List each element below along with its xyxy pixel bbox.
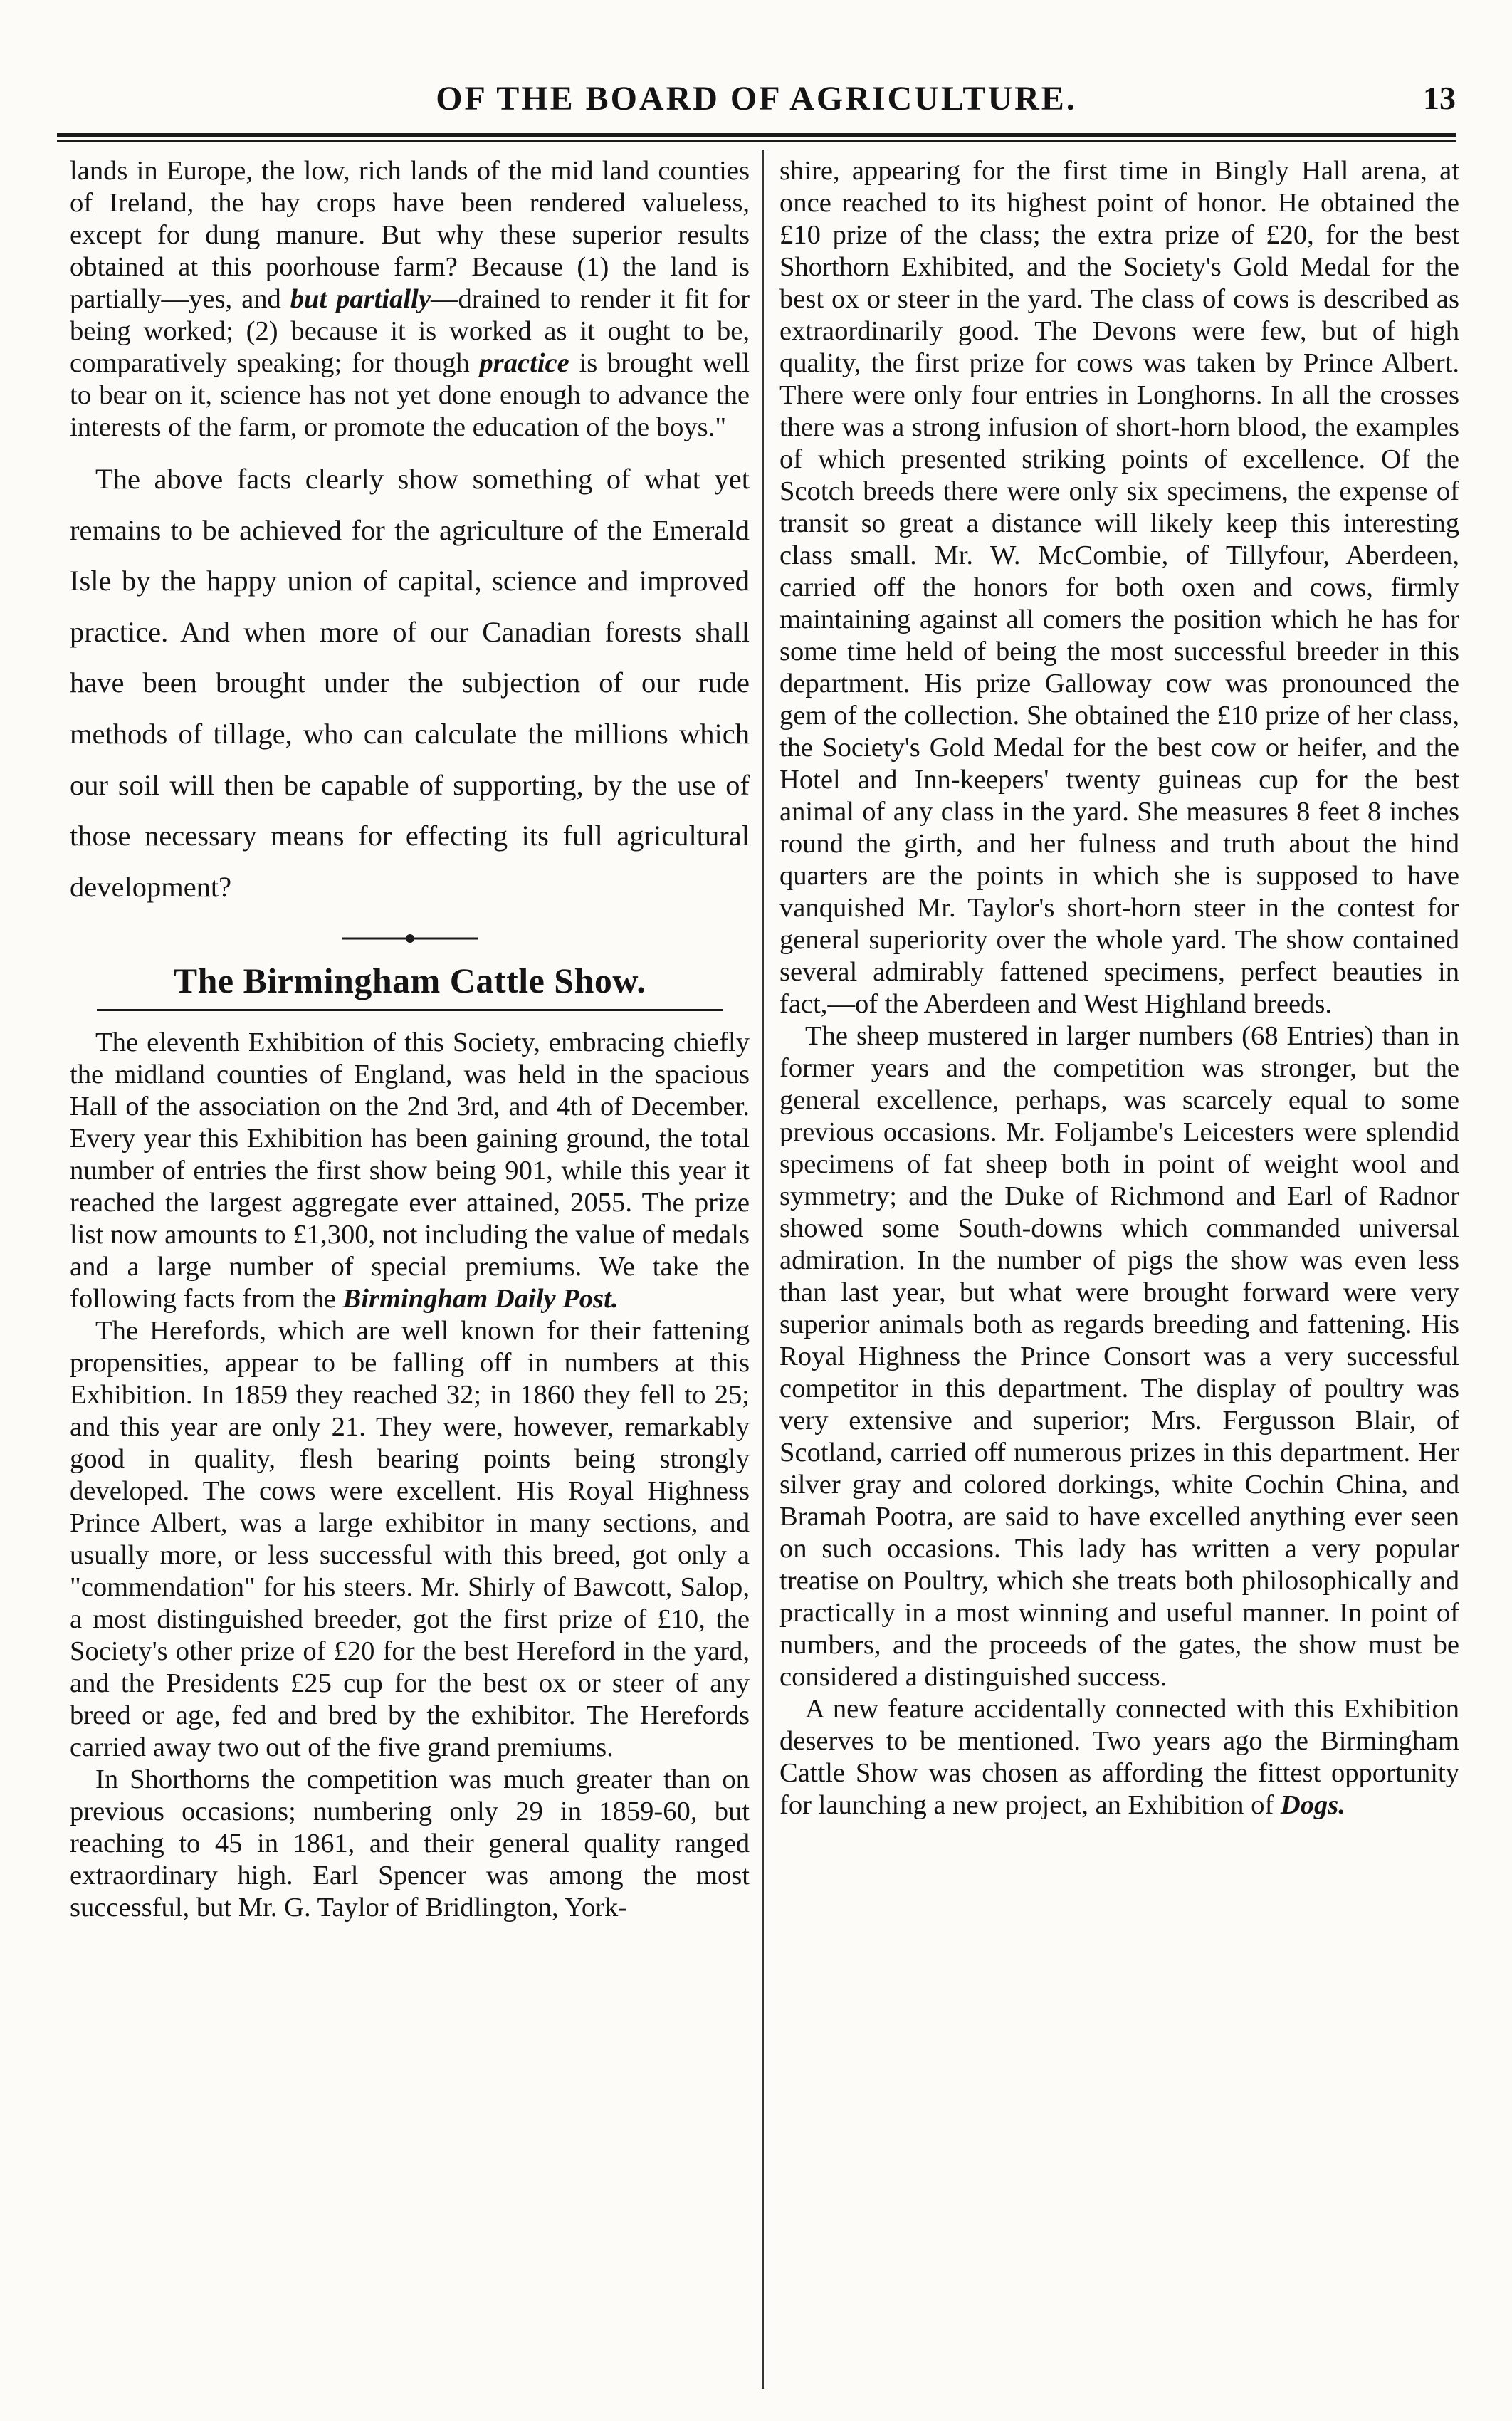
right-column — [779, 155, 1459, 1821]
section-title-text: The Birmingham Cattle Show. — [173, 961, 646, 1001]
paragraph: shire, appearing for the first time in Bingly Hall arena, at once reached to its highest point of honor. He obtained the £10 prize of the class; the extra prize of £20, for the best Shorthorn Exhibited, and the Society's Gold Medal for the best ox or steer in the yard. The class of cows is described as extraordinarily good. The Devons were few, but of high quality, the first prize for cows was taken by Prince Albert. There were only four entries in Longhorns. In all the crosses there was a strong infusion of short-horn blood, the examples of which presented striking points of excellence. Of the Scotch breeds there were only six specimens, the expense of transit so great a distance will likely keep this interesting class small. Mr. W. McCombie, of Tillyfour, Aberdeen, carried off the honors for both oxen and cows, firmly maintaining against all comers the position which he has for some time held of being the most successful breeder in this department. His prize Galloway cow was pronounced the gem of the collection. She obtained the £10 prize of her class, the Society's Gold Medal for the best cow or heifer, and the Hotel and Inn-keepers' twenty guineas cup for the best animal of any class in the yard. She measures 8 feet 8 inches round the girth, and her fulness and truth about the hind quarters are the points in which she is supposed to have vanquished Mr. Taylor's short-horn steer in the contest for general superiority over the whole yard. The show contained several admirably fattened specimens, perfect beauties in fact,—of the Aberdeen and West Highland breeds. — [779, 156, 1459, 1019]
page-header — [57, 75, 1456, 132]
paragraph: The Herefords, which are well known for their fattening propensities, appear to be falling off in numbers at this Exhibition. In 1859 they reached 32; in 1860 they fell to 25; and this year are only 21. They were, however, remarkably good in quality, flesh bearing points being strongly developed. The cows were excellent. His Royal Highness Prince Albert, was a large exhibitor in many sections, and usually more, or less successful with this breed, got only a "commendation" for his steers. Mr. Shirly of Bawcott, Salop, a most distinguished breeder, got the first prize of £10, the Society's other prize of £20 for the best Hereford in the yard, and the Presidents £25 cup for the best ox or steer of any breed or age, fed and bred by the exhibitor. The Herefords carried away two out of the five grand premiums. — [70, 1316, 750, 1763]
paragraph: The above facts clearly show something of what yet remains to be achieved for the agriculture of the Emerald Isle by the happy union of capital, science and improved practice. And when more of our Canadian forests shall have been brought under the subjection of our rude methods of tillage, who can calculate the millions which our soil will then be capable of supporting, by the use of those necessary means for effecting its full agricultural development? — [70, 463, 750, 903]
paragraph: In Shorthorns the competition was much greater than on previous occasions; numbering only 29 in 1859-60, but reaching to 45 in 1861, and their general quality ranged extraordinary high. Earl Spencer was among the most successful, but Mr. G. Taylor of Bridlington, York- — [70, 1764, 750, 1923]
section-title — [70, 959, 750, 1011]
column-divider — [762, 150, 764, 2389]
header-rule-thick — [57, 133, 1456, 137]
running-head: OF THE BOARD OF AGRICULTURE. — [436, 80, 1077, 117]
header-rule-thin — [57, 140, 1456, 142]
paragraph: A new feature accidentally connected with this Exhibition deserves to be mentioned. Two years ago the Birmingham Cattle Show was chosen as affording the fittest opportunity for launching a new project, an Exhibition of Dogs. — [779, 1694, 1459, 1820]
paragraph: lands in Europe, the low, rich lands of the mid land counties of Ireland, the hay crops have been rendered valueless, except for dung manure. But why these superior results obtained at this poorhouse farm? Because (1) the land is partially—yes, and but partially—drained to render it fit for being worked; (2) because it is worked as it ought to be, comparatively speaking; for though practice is brought well to bear on it, science has not yet done enough to advance the interests of the farm, or promote the education of the boys." — [70, 156, 750, 442]
paragraph: The sheep mustered in larger numbers (68 Entries) than in former years and the competition was stronger, but the general excellence, perhaps, was scarcely equal to some previous occasions. Mr. Foljambe's Leicesters were splendid specimens of fat sheep both in point of weight wool and symmetry; and the Duke of Richmond and Earl of Radnor showed some South-downs which commanded universal admiration. In the number of pigs the show was even less than last year, but what were brought forward were very superior animals both as regards breeding and fattening. His Royal Highness the Prince Consort was a very successful competitor in this department. The display of poultry was very extensive and superior; Mrs. Fergusson Blair, of Scotland, carried off numerous prizes in this department. Her silver gray and colored dorkings, white Cochin China, and Bramah Pootra, are said to have excelled anything ever seen on such occasions. This lady has written a very popular treatise on Poultry, which she treats both philosophically and practically in a most winning and useful manner. In point of numbers, and the proceeds of the gates, the show must be considered a distinguished success. — [779, 1021, 1459, 1692]
section-divider-ornament — [342, 931, 478, 946]
page-number: 13 — [1423, 80, 1456, 116]
paragraph: The eleventh Exhibition of this Society, embracing chiefly the midland counties of England, was held in the spacious Hall of the association on the 2nd 3rd, and 4th of December. Every year this Exhibition has been gaining ground, the total number of entries the first show being 901, while this year it reached the largest aggregate ever attained, 2055. The prize list now amounts to £1,300, not including the value of medals and a large number of special premiums. We take the following facts from the Birmingham Daily Post. — [70, 1028, 750, 1314]
section-title-rule — [97, 1009, 723, 1011]
left-column — [70, 155, 750, 1924]
